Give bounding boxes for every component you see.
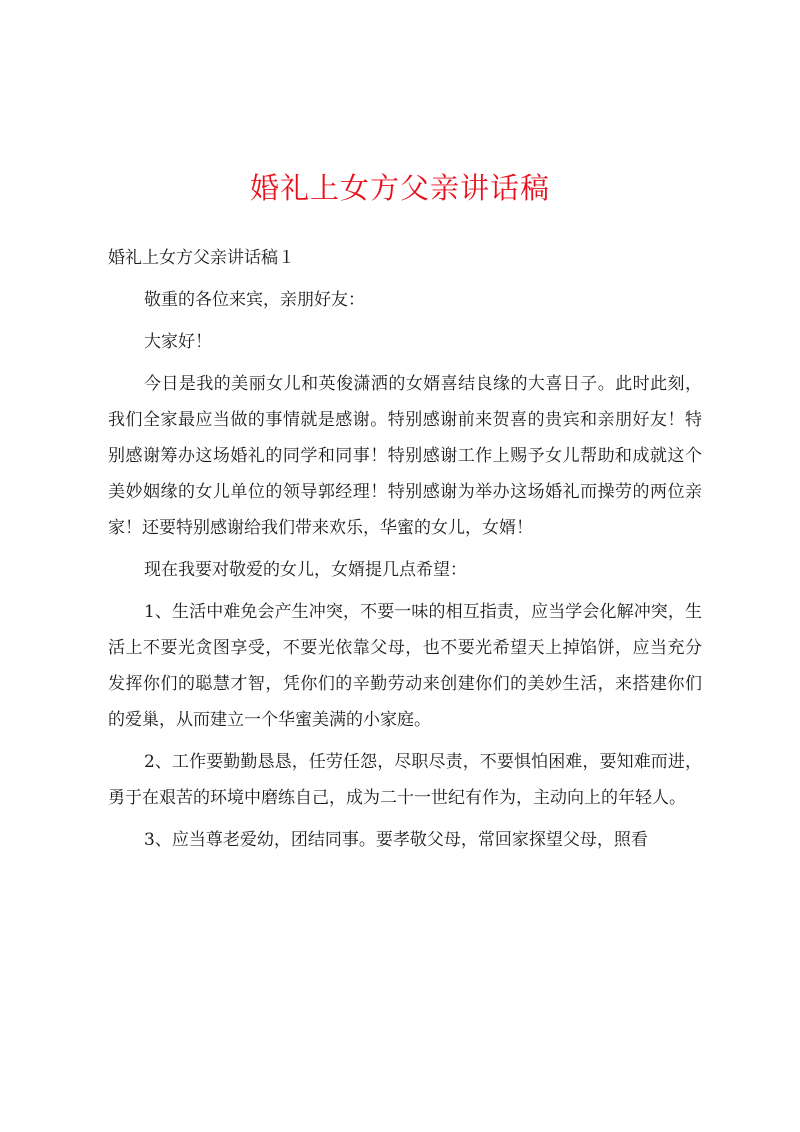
thanks-paragraph: 今日是我的美丽女儿和英俊潇洒的女婿喜结良缘的大喜日子。此时此刻，我们全家最应当做的事情就是感谢。特别感谢前来贺喜的贵宾和亲朋好友！特别感谢筹办这场婚礼的同学和同事！特别感谢工作上赐予女儿帮助和成就这个美妙姻缘的女儿单位的领导郭经理！特别感谢为举办这场婚礼而操劳的两位亲家！还要特别感谢给我们带来欢乐，华蜜的女儿，女婿！ bbox=[108, 374, 702, 538]
document-body bbox=[108, 240, 702, 858]
hope-item-1: 1、生活中难免会产生冲突，不要一味的相互指责，应当学会化解冲突，生活上不要光贪图享受，不要光依靠父母，也不要光希望天上掉馅饼，应当充分发挥你们的聪慧才智，凭你们的辛勤劳动来创建你们的美妙生活，来搭建你们的爱巢，从而建立一个华蜜美满的小家庭。 bbox=[108, 602, 702, 730]
hope-item-3: 3、应当尊老爱幼，团结同事。要孝敬父母，常回家探望父母，照看 bbox=[144, 830, 648, 850]
hello-paragraph: 大家好！ bbox=[144, 332, 212, 352]
hopes-intro-paragraph: 现在我要对敬爱的女儿，女婿提几点希望： bbox=[144, 560, 467, 580]
hope-item-2: 2、工作要勤勤恳恳，任劳任怨，尽职尽责，不要惧怕困难，要知难而进，勇于在艰苦的环境中磨练自己，成为二十一世纪有作为，主动向上的年轻人。 bbox=[108, 752, 702, 808]
section-heading: 婚礼上女方父亲讲话稿１ bbox=[108, 248, 295, 268]
page-title: 婚礼上女方父亲讲话稿 bbox=[249, 171, 550, 205]
greeting-paragraph: 敬重的各位来宾，亲朋好友： bbox=[144, 290, 365, 310]
